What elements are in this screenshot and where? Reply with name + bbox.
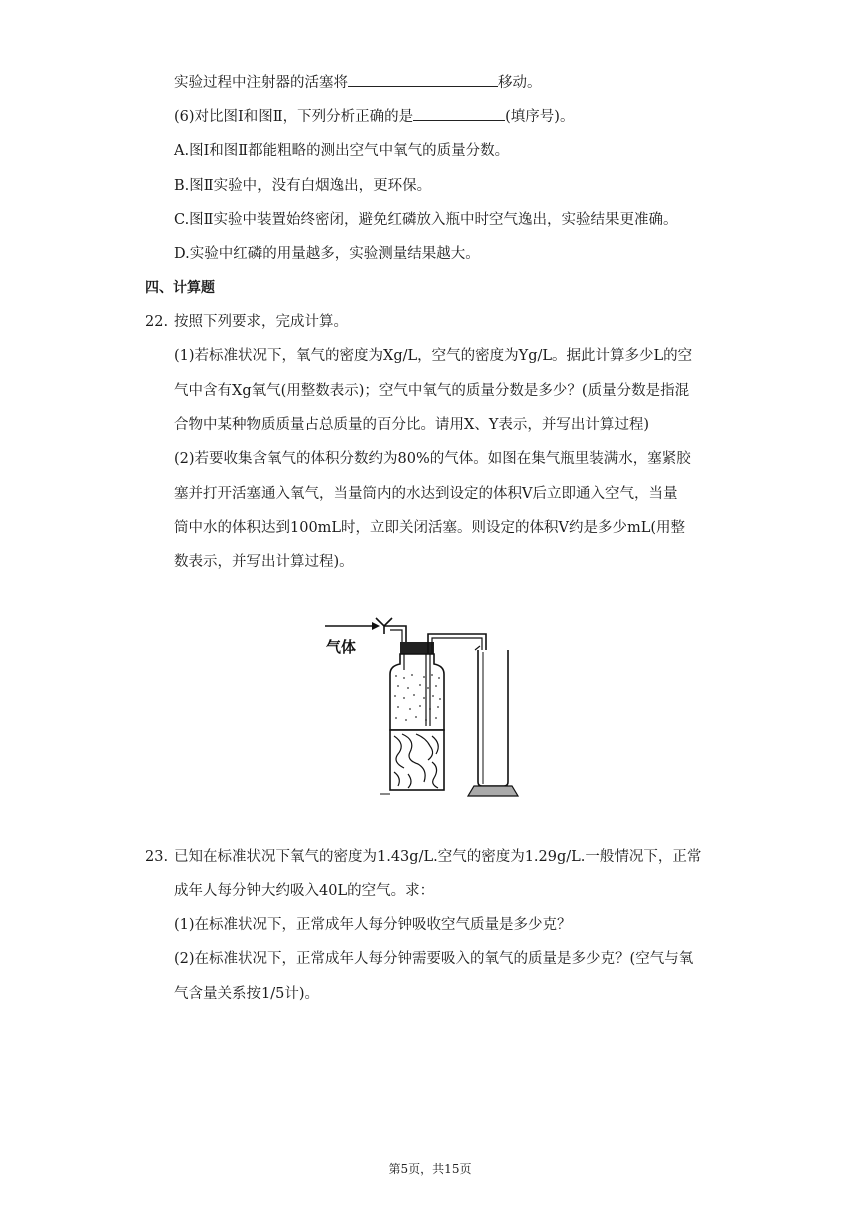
option-d: D.实验中红磷的用量越多，实验测量结果越大。 xyxy=(174,246,480,262)
option-b: B.图Ⅱ实验中，没有白烟逸出，更环保。 xyxy=(174,178,432,194)
q22-part2-line1: (2)若要收集含氧气的体积分数约为80%的气体。如图在集气瓶里装满水，塞紧胶 xyxy=(174,451,691,467)
q22-number: 22. xyxy=(145,314,169,330)
inlet-tube xyxy=(384,626,406,642)
answer-blank-part6[interactable] xyxy=(413,106,505,121)
gas-label: 气体 xyxy=(326,638,357,656)
q23-part1: (1)在标准状况下，正常成年人每分钟吸收空气质量是多少克？ xyxy=(174,917,572,933)
cylinder-spout xyxy=(475,646,480,650)
q22-part2-line2: 塞并打开活塞通入氧气，当量筒内的水达到设定的体积V后立即通入空气，当量 xyxy=(174,486,678,502)
q23-part2-line2: 气含量关系按1/5计)。 xyxy=(174,986,319,1002)
answer-blank-piston[interactable] xyxy=(348,72,498,87)
cylinder-base xyxy=(468,786,518,796)
q22-part1-line2: 气中含有Xg氧气(用整数表示)；空气中氧气的质量分数是多少？(质量分数是指混 xyxy=(174,383,690,399)
q22-part2-line3: 筒中水的体积达到100mL时，立即关闭活塞。则设定的体积V约是多少mL(用整 xyxy=(174,520,686,536)
q22-part1-line1: (1)若标准状况下，氧气的密度为Xg/L，空气的密度为Yg/L。据此计算多少L的空 xyxy=(174,348,693,364)
q23-line1: 已知在标准状况下氧气的密度为1.43g/L.空气的密度为1.29g/L.一般情况下，正常 xyxy=(174,849,702,865)
q21-piston-text: 实验过程中注射器的活塞将 xyxy=(174,75,348,91)
q22-part2-line4: 数表示，并写出计算过程)。 xyxy=(174,554,354,570)
q23-line2: 成年人每分钟大约吸入40L的空气。求： xyxy=(174,883,435,899)
q22-part1-line3: 合物中某种物质质量占总质量的百分比。请用X、Y表示，并写出计算过程) xyxy=(174,417,650,433)
q21-part6 xyxy=(174,106,574,127)
gas-collection-apparatus-figure xyxy=(320,612,530,802)
page-number-footer: 第5页，共15页 xyxy=(388,1162,472,1176)
option-a: A.图Ⅰ和图Ⅱ都能粗略的测出空气中氧气的质量分数。 xyxy=(174,143,510,159)
q21-piston-text-after: 移动。 xyxy=(498,75,542,91)
inlet-tube-inner xyxy=(390,630,402,642)
section-heading: 四、计算题 xyxy=(145,280,215,296)
q23-part2-line1: (2)在标准状况下，正常成年人每分钟需要吸入的氧气的质量是多少克？(空气与氧 xyxy=(174,951,694,967)
q23-number: 23. xyxy=(145,849,169,865)
q21-line-piston xyxy=(174,72,542,93)
rubber-stopper xyxy=(400,642,434,654)
q22-intro: 按照下列要求，完成计算。 xyxy=(174,314,348,330)
outlet-tube-inner xyxy=(432,638,482,654)
inlet-arrowhead xyxy=(372,622,380,630)
option-c: C.图Ⅱ实验中装置始终密闭，避免红磷放入瓶中时空气逸出，实验结果更准确。 xyxy=(174,212,678,228)
q21-part6-text: (6)对比图Ⅰ和图Ⅱ，下列分析正确的是 xyxy=(174,109,414,125)
q21-part6-text-after: (填序号)。 xyxy=(505,109,575,125)
